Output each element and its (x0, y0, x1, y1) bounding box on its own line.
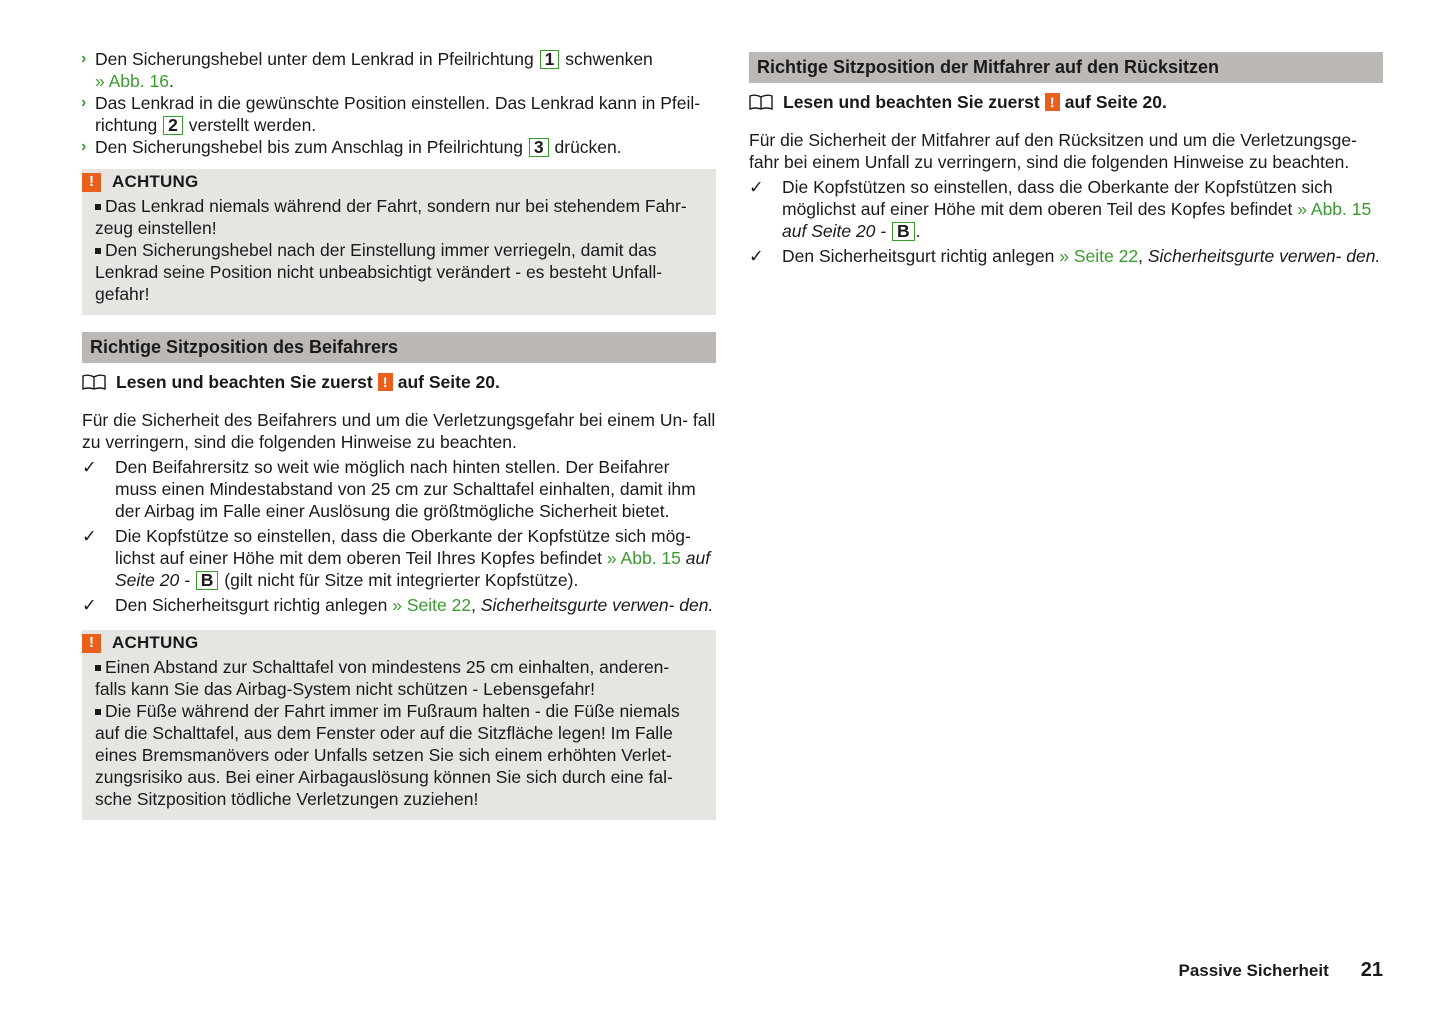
warning-box (82, 630, 716, 820)
checklist-item: ✓ Den Sicherheitsgurt richtig anlegen » Seite 22, Sicherheitsgurte verwen- den. (749, 246, 1381, 266)
book-icon (82, 374, 106, 390)
footer-chapter-title: Passive Sicherheit (1178, 961, 1329, 980)
figure-link[interactable]: » Abb. 15 (606, 548, 681, 568)
read-first-note: Lesen und beachten Sie zuerst ! auf Seite 20. (749, 91, 1383, 113)
figure-link[interactable]: » Abb. 15 (1297, 199, 1372, 219)
warning-box (82, 169, 716, 315)
intro-paragraph: Für die Sicherheit der Mitfahrer auf den Rücksitzen und um die Verletzungsge- fahr bei einem Unfall zu verringern, sind die folgenden Hinweise zu beachten. (749, 130, 1357, 172)
warning-item: Die Füße während der Fahrt immer im Fußraum halten - die Füße niemals auf die Schalttafel, aus dem Fenster oder auf die Sitzfläche legen! Im Falle eines Bremsmanövers oder Unfalls setzen Sie sich einem erhöhten Verlet- zungsrisiko aus. Bei einer Airbagauslösung können Sie sich durch eine fal- sche Sitzposition tödliche Verletzungen zuziehen! (95, 701, 680, 809)
instruction-step: › Den Sicherungshebel unter dem Lenkrad in Pfeilrichtung 1 schwenken » Abb. 16. (81, 49, 653, 91)
warning-header (82, 171, 703, 193)
check-icon: ✓ (749, 246, 764, 266)
bullet-icon (95, 665, 101, 671)
section-heading: Richtige Sitzposition der Mitfahrer auf den Rücksitzen (749, 52, 1383, 83)
check-icon: ✓ (82, 457, 97, 477)
warning-icon: ! (378, 373, 393, 391)
instruction-step: › Das Lenkrad in die gewünschte Position einstellen. Das Lenkrad kann in Pfeil- richtung 2 verstellt werden. (81, 93, 701, 135)
warning-header (82, 632, 703, 654)
bullet-icon (95, 248, 101, 254)
checklist-item: ✓ Die Kopfstütze so einstellen, dass die Oberkante der Kopfstütze sich mög- lichst auf einer Höhe mit dem oberen Teil Ihres Kopfes befindet » Abb. 15 auf Seite 20 - B (gilt nicht für Sitze mit integrierter Kopfstütze). (82, 526, 711, 590)
warning-icon: ! (82, 634, 101, 653)
read-first-note: Lesen und beachten Sie zuerst ! auf Seite 20. (82, 371, 716, 393)
left-column (82, 48, 716, 820)
warning-icon: ! (1045, 93, 1060, 111)
warning-icon: ! (82, 173, 101, 192)
check-icon: ✓ (82, 526, 97, 546)
callout-box: 1 (540, 50, 560, 69)
figure-link[interactable]: » Abb. 16 (95, 71, 169, 91)
callout-box: 3 (529, 138, 549, 157)
page-link[interactable]: » Seite 22 (1059, 246, 1139, 266)
check-icon: ✓ (82, 595, 97, 615)
book-icon (749, 94, 773, 110)
callout-box: B (196, 571, 219, 590)
bullet-icon (95, 204, 101, 210)
page-link[interactable]: » Seite 22 (392, 595, 472, 615)
callout-box: 2 (163, 116, 183, 135)
page-number: 21 (1360, 959, 1383, 981)
checklist-item: ✓ Den Sicherheitsgurt richtig anlegen » Seite 22, Sicherheitsgurte verwen- den. (82, 595, 714, 615)
step-arrow-icon: › (81, 50, 87, 67)
warning-item: Den Sicherungshebel nach der Einstellung immer verriegeln, damit das Lenkrad seine Position nicht unbeabsichtigt verändert - es besteht Unfall- gefahr! (95, 240, 663, 304)
warning-item: Einen Abstand zur Schalttafel von mindestens 25 cm einhalten, anderen- falls kann Sie das Airbag-System nicht schützen - Lebensgefahr! (95, 657, 670, 699)
bullet-icon (95, 709, 101, 715)
warning-title: ACHTUNG (112, 172, 199, 191)
step-arrow-icon: › (81, 138, 87, 155)
checklist-item: ✓ Den Beifahrersitz so weit wie möglich nach hinten stellen. Der Beifahrer muss einen Mindestabstand von 25 cm zur Schalttafel einhalten, damit ihm der Airbag im Falle einer Auslösung die größtmögliche Sicherheit bietet. (82, 457, 696, 521)
right-column (749, 52, 1383, 267)
intro-paragraph: Für die Sicherheit des Beifahrers und um die Verletzungsgefahr bei einem Un- fall zu verringern, sind die folgenden Hinweise zu beachten. (82, 410, 716, 452)
warning-title: ACHTUNG (112, 633, 199, 652)
checklist-item: ✓ Die Kopfstützen so einstellen, dass die Oberkante der Kopfstützen sich möglichst auf einer Höhe mit dem oberen Teil des Kopfes befindet » Abb. 15 auf Seite 20 - B . (749, 177, 1372, 241)
page-footer (1178, 959, 1383, 982)
warning-item: Das Lenkrad niemals während der Fahrt, sondern nur bei stehendem Fahr- zeug einstellen! (95, 196, 687, 238)
step-arrow-icon: › (81, 94, 87, 111)
section-heading: Richtige Sitzposition des Beifahrers (82, 332, 716, 363)
instruction-step: › Den Sicherungshebel bis zum Anschlag in Pfeilrichtung 3 drücken. (81, 137, 622, 157)
callout-box: B (892, 222, 915, 241)
check-icon: ✓ (749, 177, 764, 197)
